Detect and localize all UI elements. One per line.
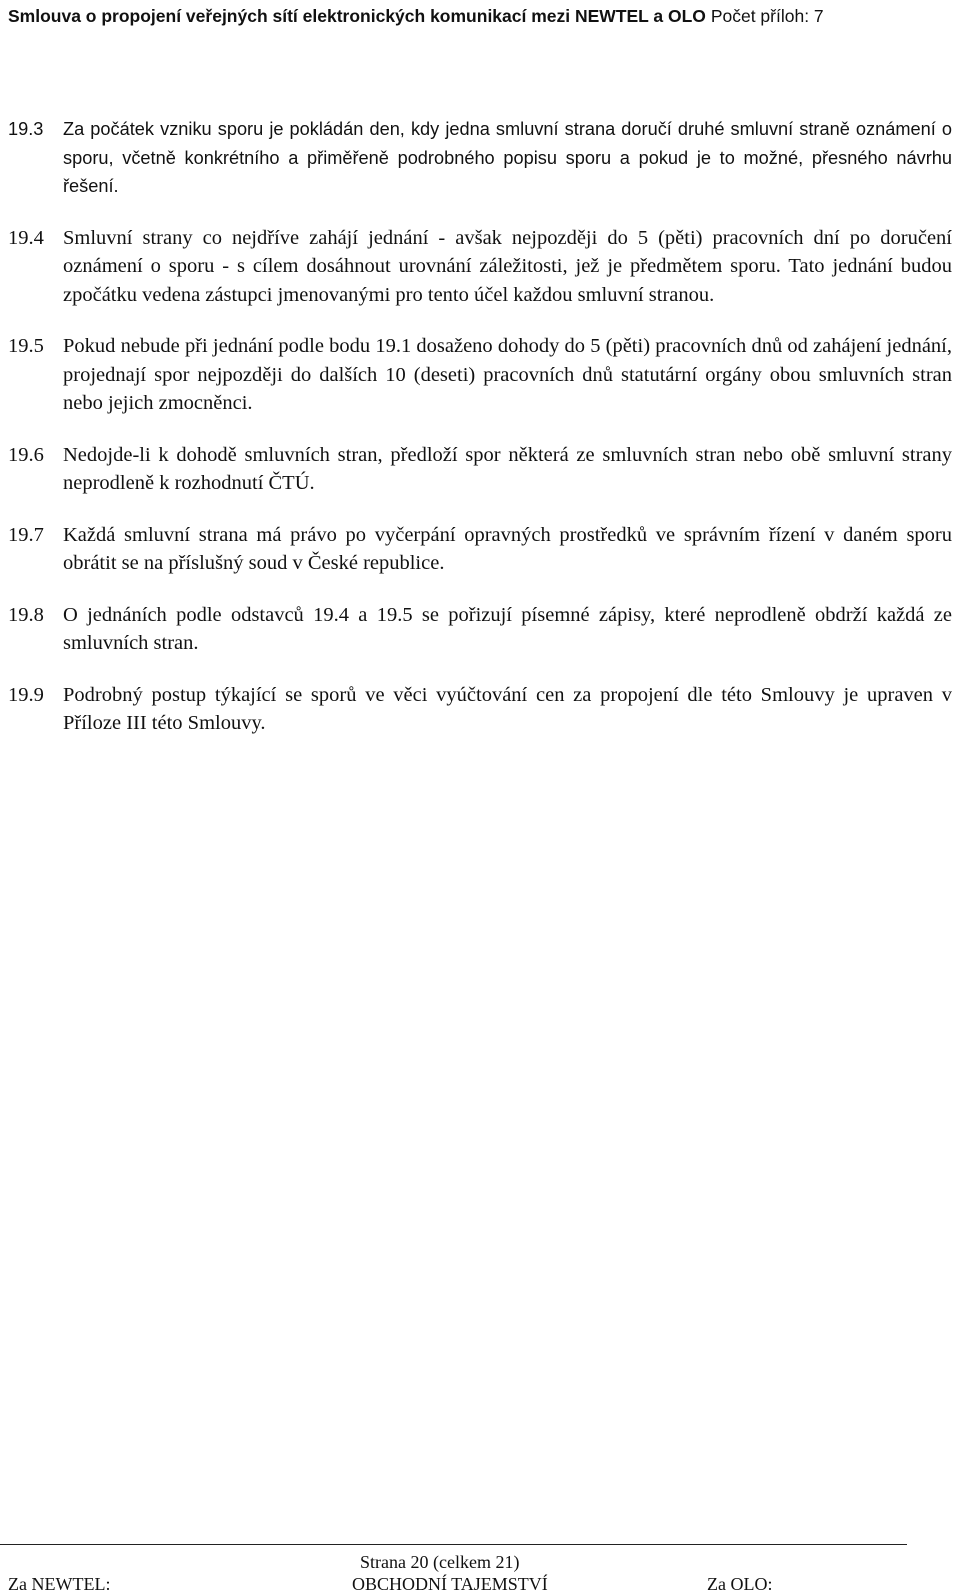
clause-text: Každá smluvní strana má právo po vyčerpání opravných prostředků ve správním řízení v daném sporu obrátit se na příslušný soud v České republice. xyxy=(63,523,952,574)
signature-olo: Za OLO: xyxy=(707,1574,773,1594)
clause-19-6 xyxy=(8,441,952,498)
clause-text: Za počátek vzniku sporu je pokládán den, kdy jedna smluvní strana doručí druhé smluvní straně oznámení o sporu, včetně konkrétního a přiměřeně podrobného popisu sporu a pokud je to možné, přesného návrhu řešení. xyxy=(63,119,952,196)
attachment-count: Počet příloh: 7 xyxy=(710,6,824,26)
clause-19-4 xyxy=(8,224,952,310)
clause-text: Podrobný postup týkající se sporů ve věci vyúčtování cen za propojení dle této Smlouvy je upraven v Příloze III této Smlouvy. xyxy=(63,683,952,734)
clause-text: Nedojde-li k dohodě smluvních stran, předloží spor některá ze smluvních stran nebo obě smluvní strany neprodleně k rozhodnutí ČTÚ. xyxy=(63,443,952,494)
clause-text: Pokud nebude při jednání podle bodu 19.1 dosaženo dohody do 5 (pěti) pracovních dnů od zahájení jednání, projednají spor nejpozději do dalších 10 (deseti) pracovních dnů statutární orgány obou smluvních stran nebo jejich zmocněnci. xyxy=(63,335,952,414)
clause-number: 19.9 xyxy=(8,683,44,706)
clause-19-7 xyxy=(8,521,952,578)
clause-19-3 xyxy=(8,115,952,201)
clause-text: O jednáních podle odstavců 19.4 a 19.5 se pořizují písemné zápisy, které neprodleně obdrží každá ze smluvních stran. xyxy=(63,603,952,654)
clause-19-8 xyxy=(8,601,952,658)
clause-19-5 xyxy=(8,332,952,418)
document-title: Smlouva o propojení veřejných sítí elektronických komunikací mezi NEWTEL a OLO xyxy=(8,6,706,26)
document-body xyxy=(8,115,952,761)
footer-divider xyxy=(0,1544,907,1545)
clause-number: 19.8 xyxy=(8,603,44,626)
signature-newtel: Za NEWTEL: xyxy=(8,1574,111,1594)
page-header xyxy=(8,4,952,28)
clause-19-9 xyxy=(8,681,952,738)
clause-number: 19.3 xyxy=(8,119,44,139)
clause-number: 19.4 xyxy=(8,226,44,249)
clause-number: 19.7 xyxy=(8,523,44,546)
clause-text: Smluvní strany co nejdříve zahájí jednání - avšak nejpozději do 5 (pěti) pracovních dní po doručení oznámení o sporu - s cílem dosáhnout urovnání záležitosti, jež je předmětem sporu. Tato jednání budou zpočátku vedena zástupci jmenovanými pro tento účel každou smluvní stranou. xyxy=(63,226,952,306)
confidentiality-label: OBCHODNÍ TAJEMSTVÍ xyxy=(352,1574,548,1594)
clause-number: 19.6 xyxy=(8,443,44,466)
page-number: Strana 20 (celkem 21) xyxy=(360,1552,520,1572)
clause-number: 19.5 xyxy=(8,335,44,357)
